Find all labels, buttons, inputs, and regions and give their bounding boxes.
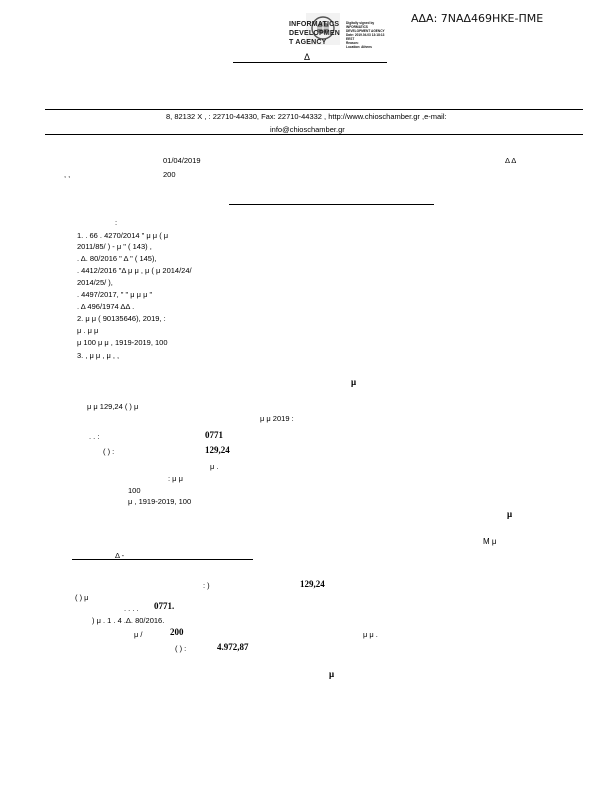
left-label-rule [72,559,253,560]
section-heading-mu-right: μ [507,509,513,519]
contact-top-rule [45,109,583,110]
body-line: μ μ 2019 : [260,414,294,423]
lower-line: . . . . [124,604,139,613]
title-rule [229,204,434,205]
stamp-line-2: DEVELOPMEN [289,30,341,37]
header-delta: Δ [304,52,311,62]
item-line: 1. . 66 . 4270/2014 " μ μ ( μ [77,231,169,240]
item-line: μ . μ μ [77,326,99,335]
lower-line: : ) [203,581,210,590]
stamp-detail-line: Date: 2019.04.03 13:18:13 [346,33,385,37]
contact-bottom-rule [45,134,583,135]
body-line: : μ μ [168,474,183,483]
code-0771: 0771 [205,430,223,440]
lower-code-0771: 0771. [154,601,175,611]
stamp-line-1: INFORMATICS [289,21,340,28]
protocol-number: 200 [163,170,176,179]
body-label: . . : [89,432,100,441]
body-line: μ , 1919-2019, 100 [128,497,192,506]
body-label: ( ) : [103,447,115,456]
lower-line: ) μ . 1 . 4 .Δ. 80/2016. [92,616,165,625]
body-line: 100 [128,486,141,495]
left-label: Δ - [115,551,125,560]
amount-value: 129,24 [205,445,230,455]
item-line: 2. μ μ ( 90135646), 2019, : [77,314,166,323]
protocol-prefix: , , [64,170,71,179]
contact-line-1: 8, 82132 Χ , : 22710-44330, Fax: 22710-44332 , http://www.chioschamber.gr ,e-mail: [166,112,447,121]
lower-line: μ / [134,630,143,639]
item-line: . 4412/2016 "Δ μ μ , μ ( μ 2014/24/ [77,266,192,275]
ada-code: ΑΔΑ: 7ΝΑΔ469ΗΚΕ-ΠΜΕ [411,12,544,25]
header-rule [233,62,387,63]
body-line: μ μ 129,24 ( ) μ [87,402,139,411]
right-top-label: Δ Δ [505,156,517,165]
item-line: 2011/85/ ) - μ " ( 143) , [77,242,152,251]
contact-line-2: info@chioschamber.gr [270,125,345,134]
item-line: . 4497/2017, " " μ μ μ " [77,290,153,299]
stamp-line-3: T AGENCY [289,39,327,46]
right-label: Μ μ [483,537,497,546]
bottom-heading-mu: μ [329,669,335,679]
lower-line: ( ) : [175,644,187,653]
section-intro: : [115,218,118,227]
stamp-detail-line: DEVELOPMENT AGENCY [346,29,385,33]
stamp-details [346,21,385,49]
item-line: . Δ. 80/2016 " Δ " ( 145), [77,254,157,263]
lower-amount: 129,24 [300,579,325,589]
item-line: μ 100 μ μ , 1919-2019, 100 [77,338,168,347]
stamp-detail-line: EEST [346,37,355,41]
lower-number-200: 200 [170,627,184,637]
lower-total: 4.972,87 [217,642,249,652]
lower-line: ( ) μ [75,593,89,602]
lower-line-right: μ μ . [363,630,378,639]
date-line: 01/04/2019 [163,156,201,165]
section-heading-mu: μ [351,377,357,387]
stamp-detail-line: Reason: [346,41,359,45]
stamp-detail-line: Location: Athens [346,45,372,49]
body-line: μ . [210,462,219,471]
stamp-detail-line: Digitally signed by [346,21,375,25]
stamp-detail-line: INFORMATICS [346,25,368,29]
item-line: . Δ 496/1974 ΔΔ . [77,302,135,311]
item-line: 2014/25/ ), [77,278,113,287]
item-line: 3. , μ μ , μ , , [77,351,120,360]
